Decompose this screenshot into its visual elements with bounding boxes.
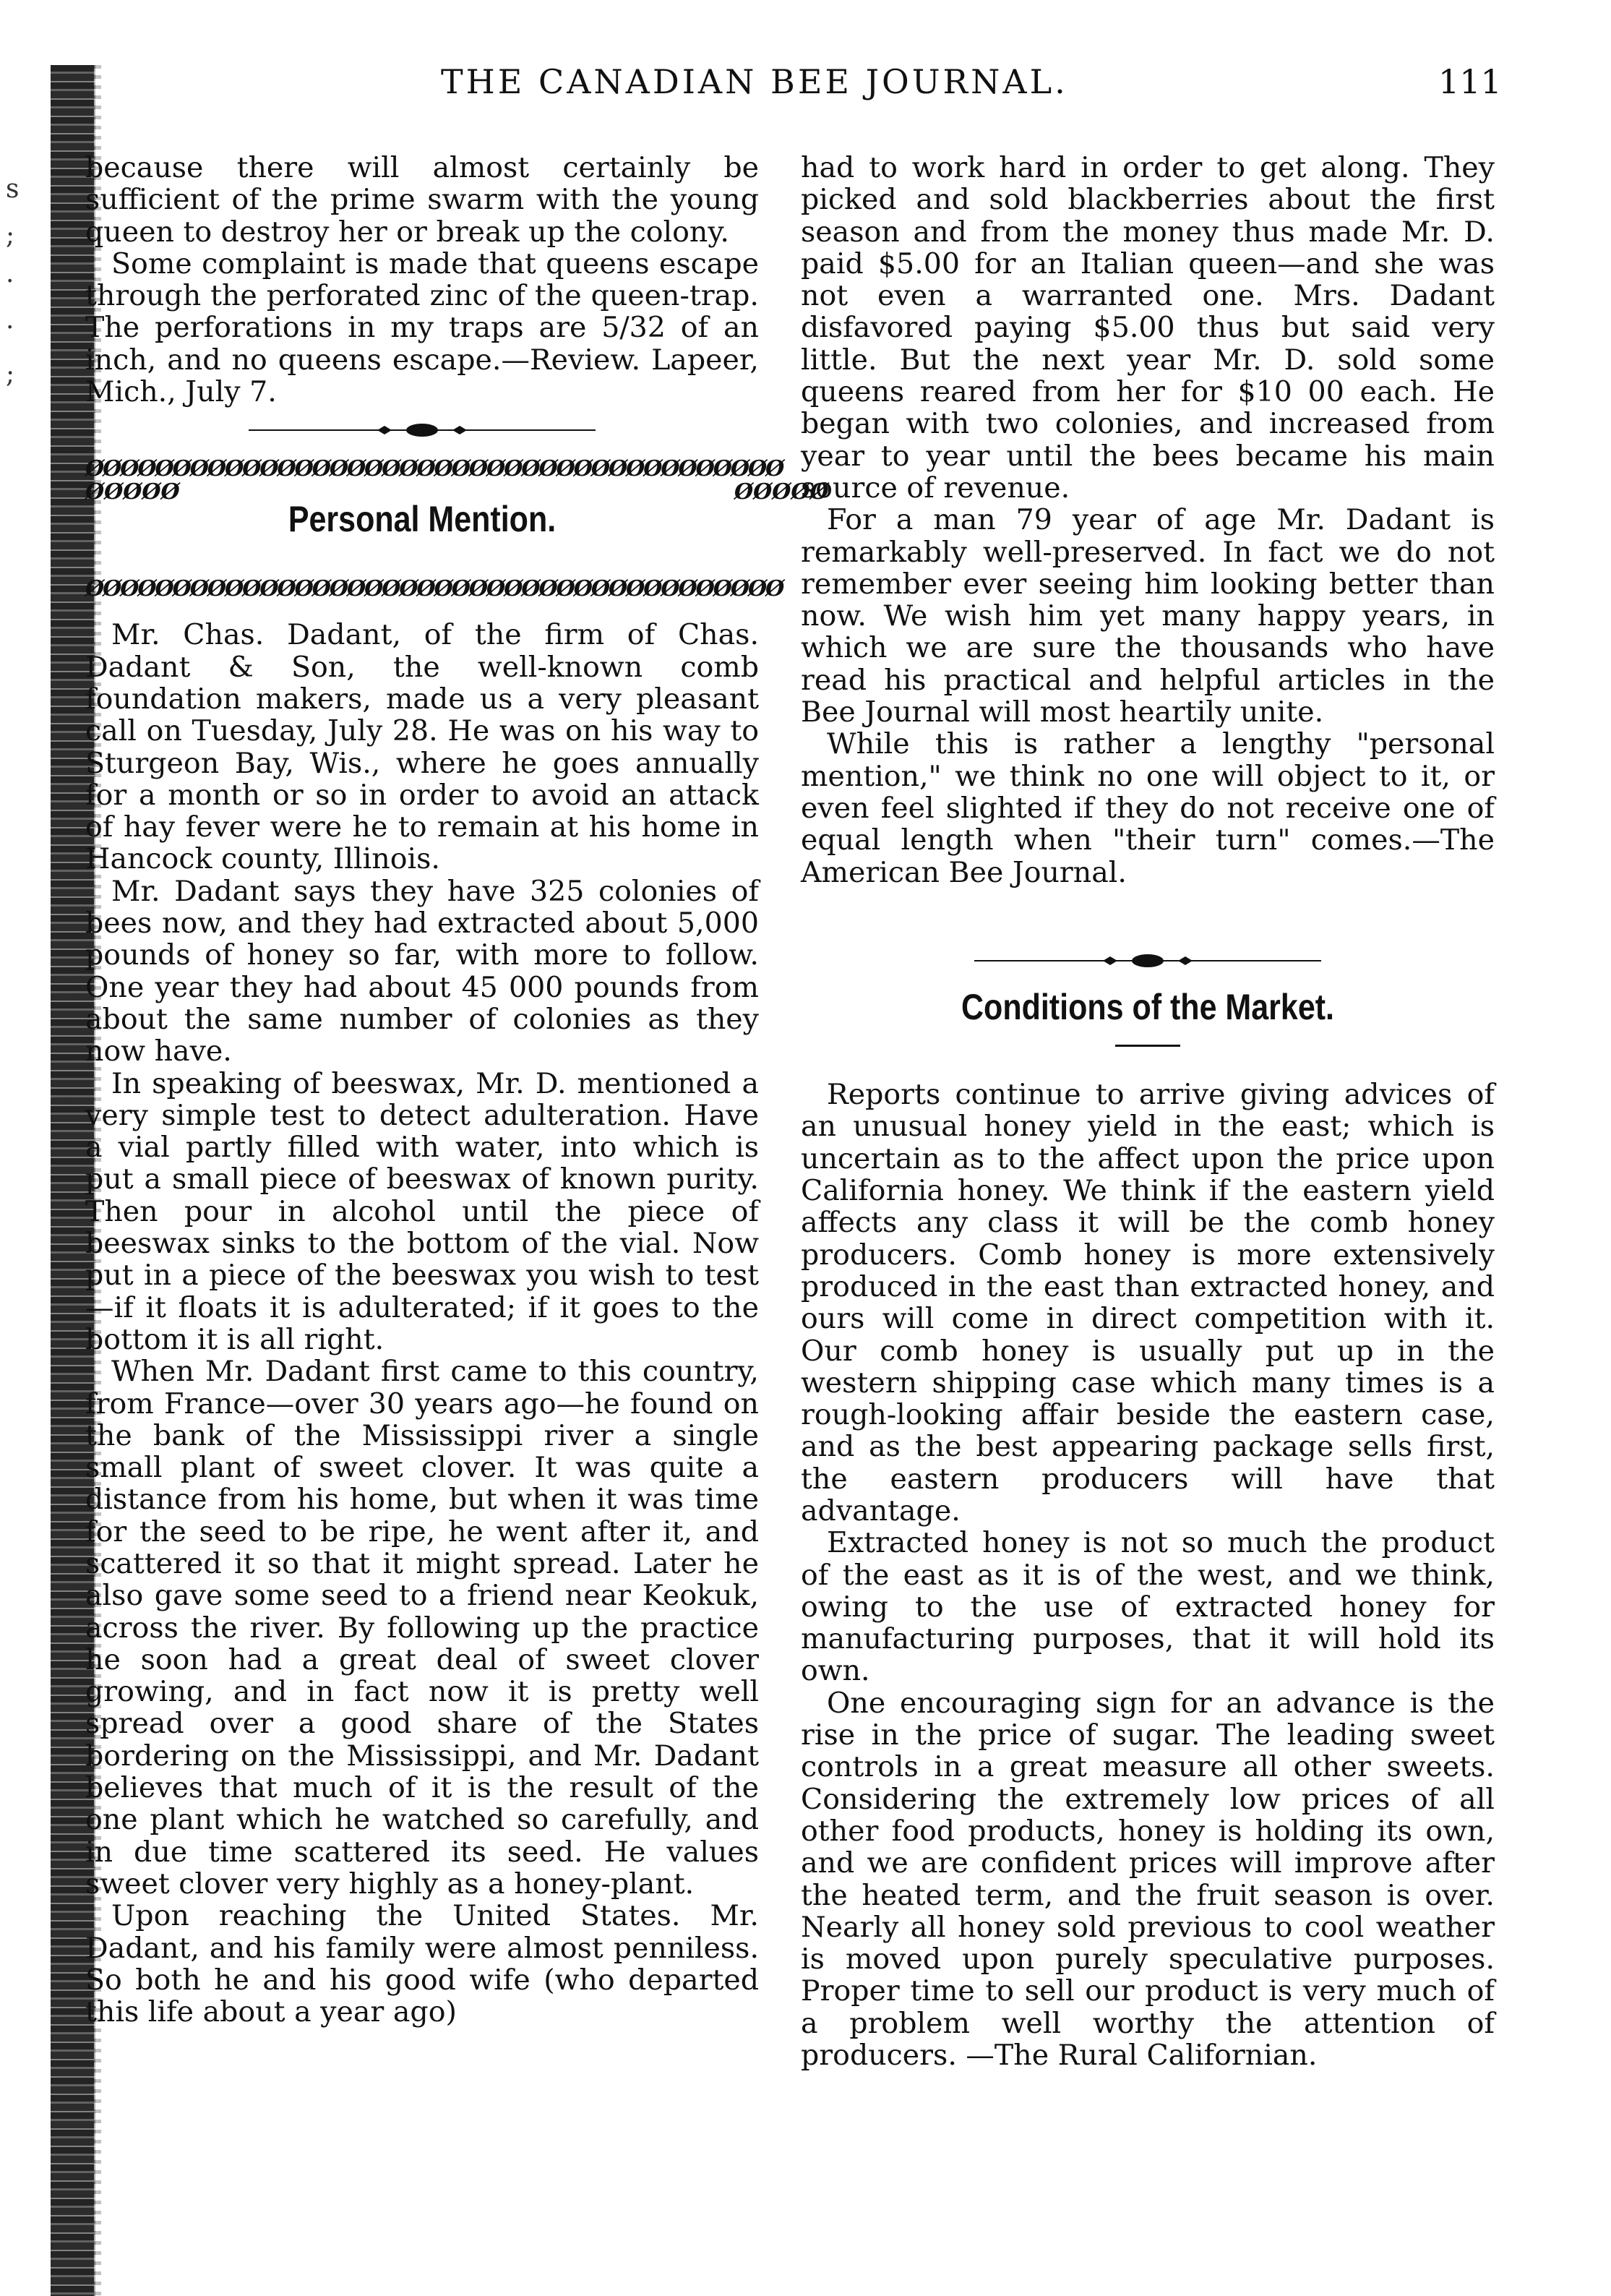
ornament-divider-icon [249,423,596,437]
journal-title: THE CANADIAN BEE JOURNAL. [441,62,1068,101]
right-column [801,152,1495,2071]
page-number: 111 [1438,62,1502,101]
margin-mark: s [6,174,20,204]
article-paragraph: Upon reaching the United States. Mr. Dadant, and his family were almost penniless. So both he and his good wife (who departed this life about a year ago) [85,1899,759,2029]
article-paragraph: For a man 79 year of age Mr. Dadant is remarkably well-preserved. In fact we do not remember ever seeing him looking better than now. We wish him yet many happy years, in which we are sure the thousands who have read his practical and helpful articles in the Bee Journal will most heartily unite. [801,503,1495,729]
ornamental-border-right: ØØØØØ [734,479,829,505]
ornamental-rule [85,408,759,453]
article-paragraph: had to work hard in order to get along. They picked and sold blackberries about the first season and from the money thus made Mr. D. paid $5.00 for an Italian queen—and she was not even a warranted one. Mrs. Dadant disfavored paying $5.00 thus but said very little. But the next year Mr. D. sold some queens reared from her for $10 00 each. He began with two colonies, and increased from year to year until the bees became his main source of revenue. [801,151,1495,505]
margin-mark: ; [6,220,15,250]
ornament-divider-icon [974,954,1321,968]
ornamental-border-top: ØØØØØØØØØØØØØØØØØØØØØØØØØØØØØØØØØØØØØØØØ [85,456,783,482]
section-heading-personal-mention: Personal Mention. [288,499,557,540]
ornamental-border-left: ØØØØØ [85,479,180,505]
intro-paragraph: Some complaint is made that queens escape through the perforated zinc of the queen-trap. The perforations in my traps are 5/32 of an inch, and no queens escape.—Review. Lapeer, Mich., July 7. [85,247,759,409]
ornamental-border-bottom: ØØØØØØØØØØØØØØØØØØØØØØØØØØØØØØØØØØØØØØØØ [85,576,783,602]
left-column [85,151,829,2029]
intro-paragraph: because there will almost certainly be sufficient of the prime swarm with the young queen to destroy her or break up the colony. [85,151,759,249]
ornamental-rule [801,888,1495,968]
personal-mention-heading-box [85,456,829,602]
section-heading-market: Conditions of the Market. [961,986,1334,1027]
page-header [0,62,1611,113]
margin-mark: · [6,313,14,343]
article-paragraph: While this is rather a lengthy "personal mention," we think no one will object to it, or even feel slighted if they do not receive one of equal length when "their turn" comes.—The American Bee Journal. [801,727,1495,889]
article-paragraph: When Mr. Dadant first came to this country, from France—over 30 years ago—he found on the bank of the Mississippi river a single small plant of sweet clover. It was quite a distance from his home, but when it was time for the seed to be ripe, he went after it, and scattered it so that it might spread. Later he also gave some seed to a friend near Keokuk, across the river. By following up the practice he soon had a great deal of sweet clover growing, and in fact now it is pretty well spread over a good share of the States bordering on the Mississippi, and Mr. Dadant believes that much of it is the result of the one plant which he watched so carefully, and in due time scattered its seed. He values sweet clover very highly as a honey-plant. [85,1355,759,1901]
article-paragraph: Extracted honey is not so much the product of the east as it is of the west, and we think, owing to the use of extracted honey for manufacturing purposes, that it will hold its own. [801,1526,1495,1688]
margin-marks [6,166,27,398]
article-paragraph: Mr. Chas. Dadant, of the firm of Chas. Dadant & Son, the well-known comb foundation makers, made us a very pleasant call on Tuesday, July 28. He was on his way to Sturgeon Bay, Wis., where he goes annually for a month or so in order to avoid an attack of hay fever were he to remain at his home in Hancock county, Illinois. [85,618,759,876]
article-paragraph: One encouraging sign for an advance is the rise in the price of sugar. The leading sweet controls in a great measure all other sweets. Considering the extremely low prices of all other food products, honey is holding its own, and we are confident prices will improve after the heated term, and the fruit season is over. Nearly all honey sold previous to cool weather is moved upon purely speculative purposes. Proper time to sell our product is very much of a problem well worthy the attention of producers. —The Rural Californian. [801,1686,1495,2073]
heading-underline [1115,1045,1180,1047]
article-paragraph: In speaking of beeswax, Mr. D. mentioned a very simple test to detect adulteration. Have a vial partly filled with water, into which is put a small piece of beeswax of known purity. Then pour in alcohol until the piece of beeswax sinks to the bottom of the vial. Now put in a piece of the beeswax you wish to test—if it floats it is adulterated; if it goes to the bottom it is all right. [85,1066,759,1356]
article-paragraph: Mr. Dadant says they have 325 colonies of bees now, and they had extracted about 5,000 pounds of honey so far, with more to follow. One year they had about 45 000 pounds from about the same number of colonies as they now have. [85,874,759,1068]
margin-mark: ; [6,359,15,389]
margin-mark: · [6,267,14,296]
article-paragraph: Reports continue to arrive giving advices of an unusual honey yield in the east; which is uncertain as to the affect upon the price upon California honey. We think if the eastern yield affects any class it will be the comb honey producers. Comb honey is more extensively produced in the east than extracted honey, and ours will come in direct competition with it. Our comb honey is usually put up in the western shipping case which many times is a rough-looking affair beside the eastern case, and as the best appearing package sells first, the eastern producers will have that advantage. [801,1078,1495,1528]
